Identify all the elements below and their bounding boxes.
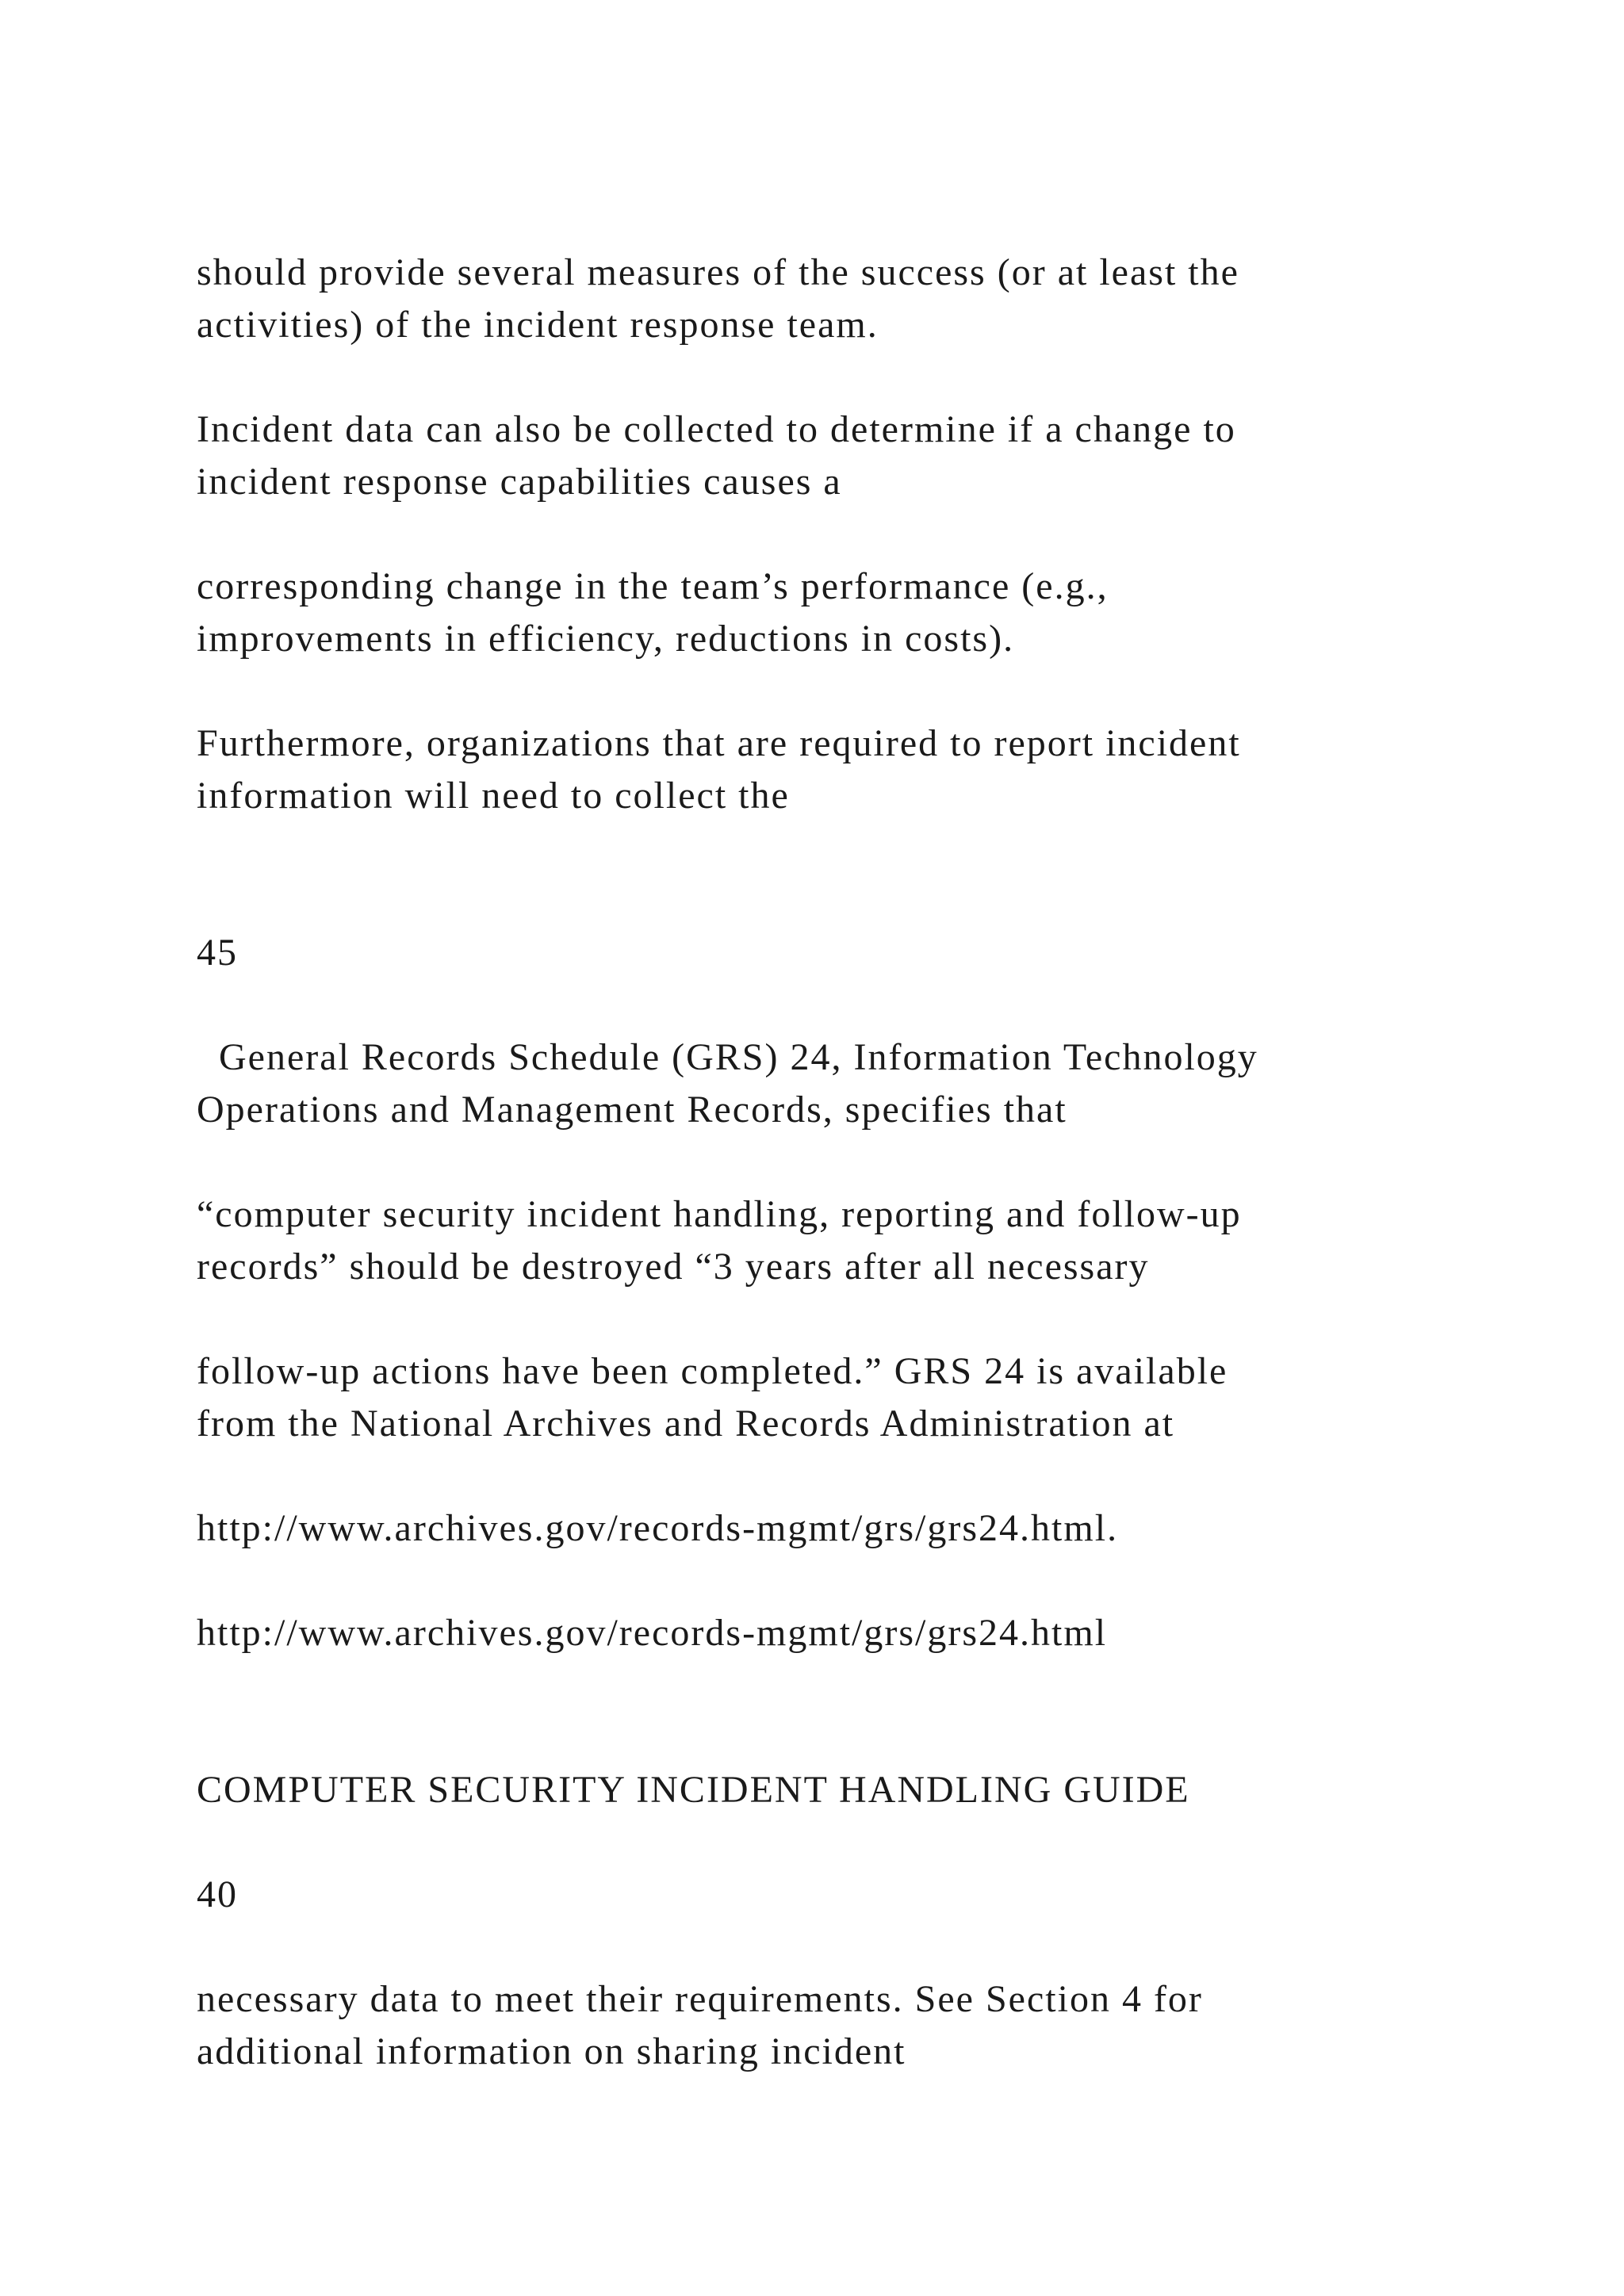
footnote-text-line: Operations and Management Records, specifies that — [197, 1089, 1067, 1131]
body-text-line: information will need to collect the — [197, 775, 790, 817]
body-text-line: incident response capabilities causes a — [197, 461, 842, 503]
footnote-number: 45 — [197, 932, 238, 974]
body-text-line: activities) of the incident response team. — [197, 304, 879, 346]
body-text-line: Incident data can also be collected to determine if a change to — [197, 408, 1236, 450]
footnote-text-line: follow-up actions have been completed.” GRS 24 is available — [197, 1350, 1228, 1392]
body-text-line: Furthermore, organizations that are required to report incident — [197, 722, 1241, 764]
body-text-line: improvements in efficiency, reductions in costs). — [197, 618, 1015, 660]
body-text-line: corresponding change in the team’s performance (e.g., — [197, 565, 1109, 607]
footnote-text-line: from the National Archives and Records Administration at — [197, 1402, 1175, 1445]
footnote-url: http://www.archives.gov/records-mgmt/grs/grs24.html. — [197, 1507, 1119, 1549]
body-text-line: necessary data to meet their requirements. See Section 4 for — [197, 1978, 1203, 2020]
body-text-line: should provide several measures of the success (or at least the — [197, 251, 1239, 293]
footnote-url: http://www.archives.gov/records-mgmt/grs/grs24.html — [197, 1612, 1108, 1654]
page-number: 40 — [197, 1873, 238, 1915]
footnote-text-line: General Records Schedule (GRS) 24, Information Technology — [197, 1036, 1258, 1078]
footnote-text-line: records” should be destroyed “3 years after all necessary — [197, 1246, 1150, 1288]
running-header: COMPUTER SECURITY INCIDENT HANDLING GUIDE — [197, 1769, 1190, 1811]
footnote-text-line: “computer security incident handling, reporting and follow-up — [197, 1193, 1242, 1235]
body-text-line: additional information on sharing incident — [197, 2030, 906, 2072]
